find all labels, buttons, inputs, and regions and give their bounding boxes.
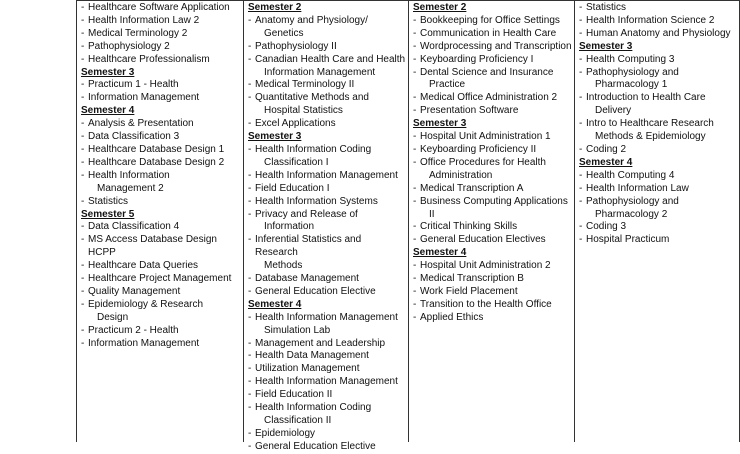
course-item (579, 196, 737, 222)
course-text: - Health Information Management (255, 169, 398, 181)
course-text: Hospital Statistics (264, 105, 343, 117)
course-text: Design (97, 311, 129, 323)
course-item (81, 2, 241, 15)
course-item (81, 196, 241, 209)
course-text: - Quantitative Methods and (255, 92, 369, 104)
course-text: - Health Information Law 2 (88, 14, 200, 26)
course-item (248, 41, 406, 54)
course-text: - Health Data Management (255, 350, 369, 362)
course-item (579, 144, 737, 157)
course-text: - Pathophysiology II (255, 40, 337, 52)
course-item (413, 234, 572, 247)
course-text: - Epidemiology (255, 427, 316, 439)
course-text: - General Education Electives (420, 234, 546, 246)
course-item (248, 209, 406, 235)
course-text: - Field Education II (255, 389, 333, 401)
course-text: Management 2 (97, 182, 164, 194)
course-item (248, 92, 406, 118)
course-text: Administration (429, 169, 493, 181)
course-item (579, 67, 737, 93)
course-text: - Utilization Management (255, 363, 360, 375)
course-text: Information (264, 221, 315, 233)
course-text: - Medical Terminology II (255, 79, 355, 91)
course-item (248, 338, 406, 351)
course-text: II (429, 208, 435, 220)
column-divider (243, 0, 244, 442)
course-text: - Pathophysiology and (586, 195, 679, 207)
course-text: - Excel Applications (255, 118, 336, 130)
course-text: - Health Computing 3 (586, 53, 675, 65)
semester-heading: Semester 2 (248, 2, 302, 13)
course-item (81, 286, 241, 299)
row-border-top (76, 0, 740, 1)
course-text: Classification I (264, 156, 329, 168)
course-item (81, 54, 241, 67)
course-text: - Database Management (255, 273, 359, 285)
course-text: - General Education Elective (255, 285, 376, 297)
course-text: - Data Classification 3 (88, 131, 180, 143)
course-text: - Presentation Software (420, 105, 519, 117)
course-item (579, 2, 737, 15)
course-text: Delivery (595, 105, 632, 117)
course-text: - Statistics (88, 195, 129, 207)
course-item (579, 54, 737, 67)
course-text: - MS Access Database Design HCPP (88, 234, 217, 259)
course-item (413, 183, 572, 196)
course-item (413, 41, 572, 54)
course-item (413, 312, 572, 325)
course-item (81, 273, 241, 286)
course-text: - Health Information Management (255, 376, 398, 388)
course-item (248, 273, 406, 286)
course-text: - Healthcare Software Application (88, 2, 230, 13)
course-text: Practice (429, 79, 466, 91)
course-text: - Hospital Practicum (586, 234, 670, 246)
course-item (248, 54, 406, 80)
course-text: - Medical Office Administration 2 (420, 92, 558, 104)
semester-heading: Semester 2 (413, 2, 467, 13)
course-text: Methods & Epidemiology (595, 131, 706, 143)
course-text: Genetics (264, 27, 304, 39)
course-text: - Critical Thinking Skills (420, 221, 518, 233)
course-text: - Medical Terminology 2 (88, 27, 188, 39)
course-text: - Health Information Coding (255, 402, 372, 414)
course-item (248, 428, 406, 441)
course-text: - Keyboarding Proficiency I (420, 53, 534, 65)
semester-heading: Semester 4 (579, 156, 633, 168)
course-text: - Dental Science and Insurance (420, 66, 554, 78)
course-text: - Hospital Unit Administration 2 (420, 260, 551, 272)
course-column-3 (413, 2, 572, 325)
course-text: - Health Information Science 2 (586, 14, 715, 26)
course-text: Information Management (264, 66, 376, 78)
course-text: - Hospital Unit Administration 1 (420, 131, 551, 143)
column-divider (76, 0, 77, 442)
course-item (579, 183, 737, 196)
course-item (81, 221, 241, 234)
course-item (248, 234, 406, 273)
course-item (248, 196, 406, 209)
course-text: - Healthcare Data Queries (88, 260, 199, 272)
course-text: - Pathophysiology 2 (88, 40, 170, 52)
course-text: - Health Information Law (586, 182, 689, 194)
course-text: - Epidemiology & Research (88, 298, 204, 310)
course-text: - Health Computing 4 (586, 169, 675, 181)
course-text: - Management and Leadership (255, 337, 386, 349)
course-column-2 (248, 2, 406, 454)
course-item (248, 118, 406, 131)
course-text: - Privacy and Release of (255, 208, 358, 220)
course-item (81, 131, 241, 144)
course-item (579, 92, 737, 118)
course-column-1 (81, 2, 241, 350)
course-text: - Intro to Healthcare Research (586, 118, 714, 130)
course-item (248, 79, 406, 92)
course-item (248, 441, 406, 454)
course-text: - Office Procedures for Health (420, 156, 546, 168)
course-item (81, 157, 241, 170)
course-item (413, 144, 572, 157)
course-text: - Keyboarding Proficiency II (420, 143, 537, 155)
course-text: - Inferential Statistics and Research (255, 234, 362, 259)
course-text: - Transition to the Health Office (420, 298, 552, 310)
course-item (81, 260, 241, 273)
course-item (81, 28, 241, 41)
course-item (579, 221, 737, 234)
course-item (248, 402, 406, 428)
course-text: - Data Classification 4 (88, 221, 180, 233)
course-item (81, 41, 241, 54)
course-item (413, 157, 572, 183)
course-text: - Practicum 1 - Health (88, 79, 179, 91)
course-text: - Human Anatomy and Physiology (586, 27, 731, 39)
semester-heading: Semester 3 (579, 40, 633, 52)
semester-heading: Semester 4 (81, 105, 135, 117)
course-item (81, 325, 241, 338)
column-divider (408, 0, 409, 442)
course-item (579, 234, 737, 247)
course-item (248, 350, 406, 363)
course-text: - Coding 3 (586, 221, 627, 233)
course-text: Pharmacology 2 (595, 208, 668, 220)
course-item (81, 170, 241, 196)
course-item (413, 221, 572, 234)
course-item (248, 389, 406, 402)
course-text: - Healthcare Professionalism (88, 53, 210, 65)
semester-heading: Semester 4 (248, 298, 302, 310)
course-item (579, 15, 737, 28)
course-text: - Statistics (586, 2, 627, 13)
course-text: - Canadian Health Care and Health (255, 53, 406, 65)
semester-heading: Semester 3 (248, 131, 302, 143)
course-text: Methods (264, 260, 303, 272)
course-item (81, 118, 241, 131)
course-text: - Pathophysiology and (586, 66, 679, 78)
course-text: - Communication in Health Care (420, 27, 557, 39)
semester-heading: Semester 4 (413, 247, 467, 259)
course-item (81, 234, 241, 260)
course-text: - Health Information Systems (255, 195, 378, 207)
course-text: - Bookkeeping for Office Settings (420, 14, 560, 26)
course-column-4 (579, 2, 737, 247)
course-item (81, 92, 241, 105)
course-text: Classification II (264, 415, 332, 426)
course-text: - Work Field Placement (420, 285, 518, 297)
course-item (248, 170, 406, 183)
course-text: - Business Computing Applications (420, 195, 568, 207)
course-item (248, 15, 406, 41)
course-item (248, 286, 406, 299)
course-text: - Health Information Management (255, 311, 398, 323)
course-item (413, 273, 572, 286)
course-item (579, 118, 737, 144)
course-text: - Coding 2 (586, 143, 627, 155)
course-item (81, 299, 241, 325)
semester-heading: Semester 5 (81, 208, 135, 220)
course-text: - General Education Elective (255, 440, 376, 452)
course-item (413, 92, 572, 105)
course-item (413, 286, 572, 299)
course-text: - Analysis & Presentation (88, 118, 194, 130)
course-item (81, 144, 241, 157)
course-item (579, 28, 737, 41)
course-item (248, 144, 406, 170)
course-item (248, 183, 406, 196)
course-item (413, 131, 572, 144)
course-item (413, 67, 572, 93)
course-item (81, 15, 241, 28)
course-text: - Health Information Coding (255, 143, 372, 155)
course-text: Simulation Lab (264, 324, 331, 336)
course-item (413, 28, 572, 41)
course-item (248, 376, 406, 389)
course-text: - Healthcare Database Design 2 (88, 156, 225, 168)
course-text: - Health Information (88, 169, 170, 181)
course-item (81, 338, 241, 351)
course-item (413, 54, 572, 67)
course-item (413, 299, 572, 312)
course-item (248, 363, 406, 376)
course-text: - Quality Management (88, 285, 181, 297)
semester-heading: Semester 3 (81, 66, 135, 78)
course-text: - Field Education I (255, 182, 330, 194)
course-text: - Applied Ethics (420, 311, 484, 323)
course-text: - Information Management (88, 337, 200, 349)
course-text: - Wordprocessing and Transcription (420, 40, 572, 52)
course-item (413, 196, 572, 222)
course-text: - Information Management (88, 92, 200, 104)
course-item (413, 15, 572, 28)
course-text: - Healthcare Project Management (88, 273, 232, 285)
semester-heading: Semester 3 (413, 118, 467, 130)
course-text: - Healthcare Database Design 1 (88, 143, 225, 155)
course-text: - Medical Transcription A (420, 182, 524, 194)
column-divider (574, 0, 575, 442)
course-text: - Introduction to Health Care (586, 92, 706, 104)
course-item (413, 105, 572, 118)
course-text: - Practicum 2 - Health (88, 324, 179, 336)
course-text: - Anatomy and Physiology/ (255, 14, 368, 26)
course-item (413, 260, 572, 273)
course-text: - Medical Transcription B (420, 273, 524, 285)
course-item (81, 79, 241, 92)
course-item (579, 170, 737, 183)
course-text: Pharmacology 1 (595, 79, 668, 91)
course-item (248, 312, 406, 338)
